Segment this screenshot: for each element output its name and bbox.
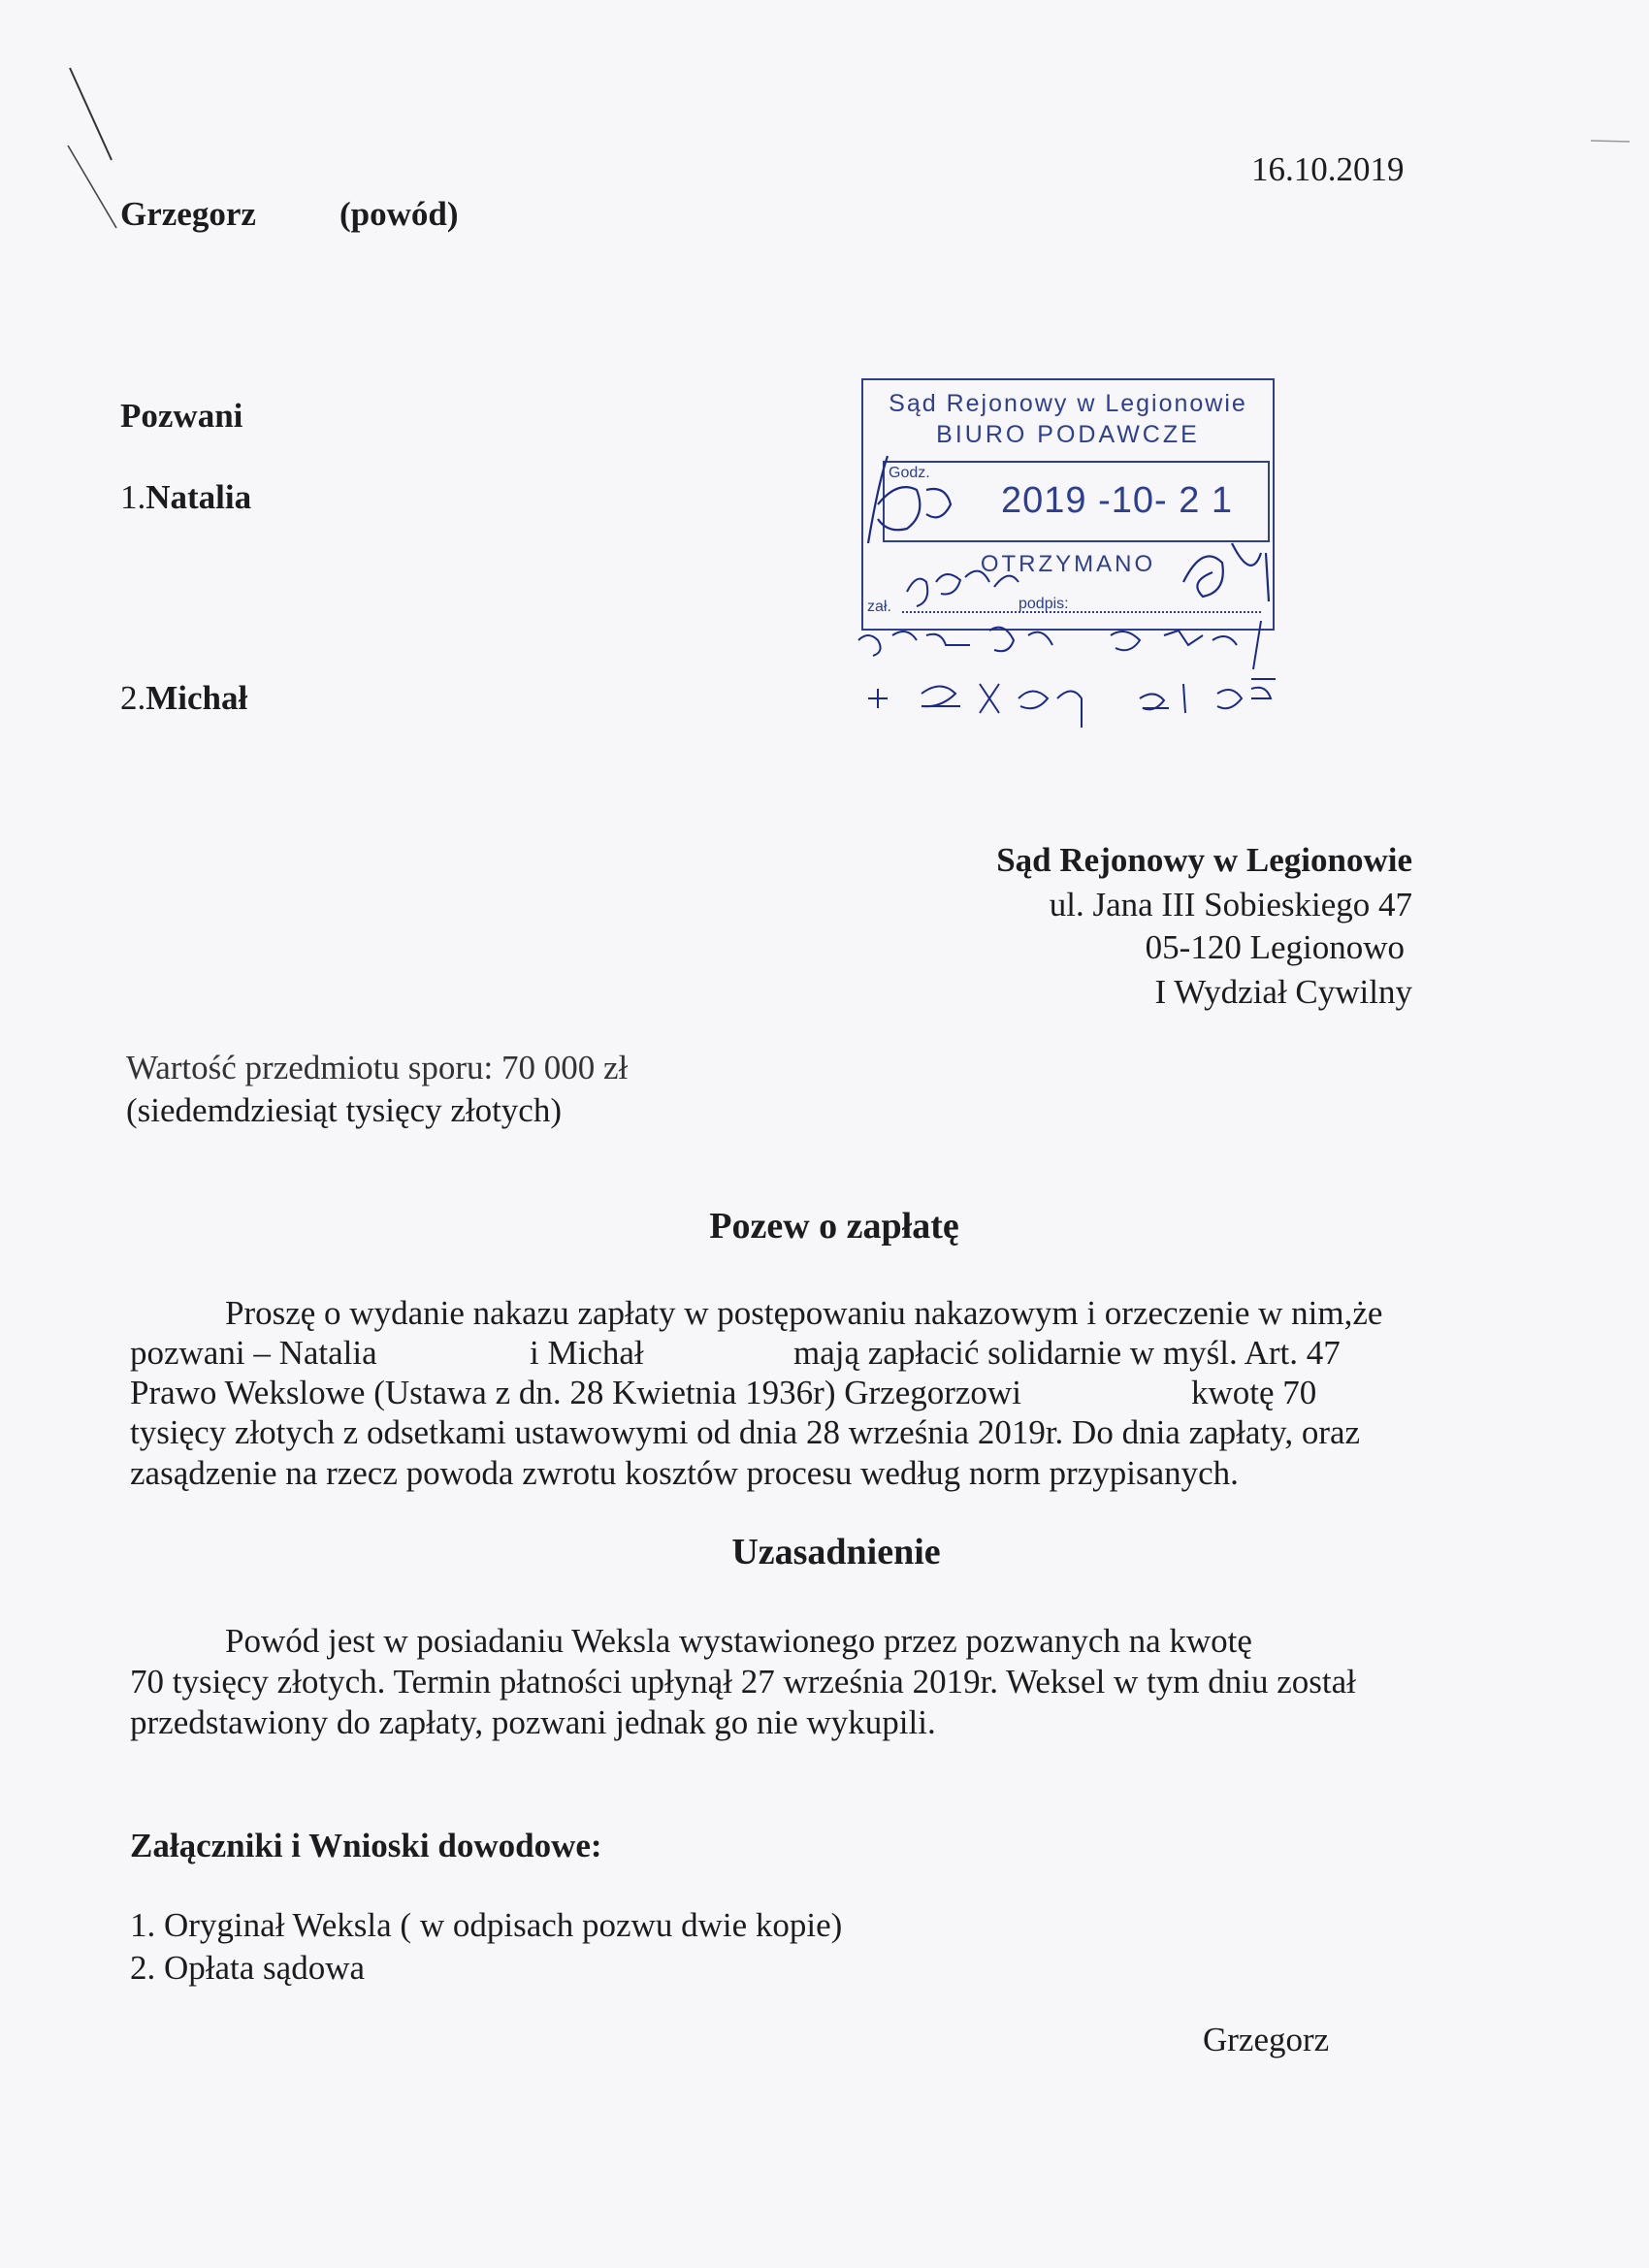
defendant-name: Natalia bbox=[146, 478, 252, 516]
claim-line-3b: kwotę 70 bbox=[1191, 1374, 1317, 1411]
defendants-heading: Pozwani bbox=[120, 397, 243, 435]
claim-line-2c: mają zapłacić solidarnie w myśl. Art. 47 bbox=[793, 1334, 1341, 1372]
plaintiff-name: Grzegorz bbox=[120, 195, 256, 233]
document-title: Pozew o zapłatę bbox=[709, 1206, 959, 1247]
attachment-item-2: 2. Opłata sądowa bbox=[130, 1949, 366, 1987]
claim-line-2b: i Michał bbox=[530, 1334, 644, 1372]
plaintiff-role: (powód) bbox=[340, 195, 459, 233]
attachments-heading: Załączniki i Wnioski dowodowe: bbox=[130, 1827, 602, 1864]
justification-line-3: przedstawiony do zapłaty, pozwani jednak go nie wykupili. bbox=[130, 1703, 936, 1741]
justification-line-1: Powód jest w posiadaniu Weksla wystawionego przez pozwanych na kwotę bbox=[225, 1622, 1252, 1660]
court-city: 05-120 Legionowo bbox=[1145, 928, 1405, 966]
claim-line-5: zasądzenie na rzecz powoda zwrotu kosztów procesu według norm przypisanych. bbox=[130, 1454, 1239, 1492]
dispute-value-words: (siedemdziesiąt tysięcy złotych) bbox=[126, 1091, 563, 1129]
claim-line-3a: Prawo Wekslowe (Ustawa z dn. 28 Kwietnia 1936r) Grzegorzowi bbox=[130, 1374, 1021, 1411]
defendant-number: 2. bbox=[120, 679, 146, 717]
court-division: I Wydział Cywilny bbox=[1154, 973, 1412, 1011]
claim-line-1: Proszę o wydanie nakazu zapłaty w postępowaniu nakazowym i orzeczenie w nim,że bbox=[225, 1294, 1383, 1332]
signature: Grzegorz bbox=[1203, 2021, 1330, 2058]
stamp-godz-label: Godz. bbox=[889, 465, 930, 481]
defendant-number: 1. bbox=[120, 478, 146, 516]
attachment-item-1: 1. Oryginał Weksla ( w odpisach pozwu dwie kopie) bbox=[130, 1906, 843, 1944]
claim-line-4: tysięcy złotych z odsetkami ustawowymi od dnia 28 września 2019r. Do dnia zapłaty, oraz bbox=[130, 1413, 1361, 1451]
stamp-court: Sąd Rejonowy w Legionowie bbox=[889, 390, 1247, 417]
stamp-received: OTRZYMANO bbox=[980, 551, 1156, 577]
stamp-podpis-label: podpis: bbox=[1018, 596, 1069, 612]
court-name: Sąd Rejonowy w Legionowie bbox=[996, 841, 1412, 879]
stamp-zal-label: zał. bbox=[867, 599, 891, 615]
stamp-date: 2019 -10- 2 1 bbox=[1001, 480, 1234, 521]
document-date: 16.10.2019 bbox=[1251, 150, 1405, 188]
court-street: ul. Jana III Sobieskiego 47 bbox=[1049, 886, 1412, 923]
stamp-office: BIURO PODAWCZE bbox=[936, 421, 1200, 448]
claim-line-2a: pozwani – Natalia bbox=[130, 1334, 377, 1372]
dispute-value: Wartość przedmiotu sporu: 70 000 zł bbox=[126, 1049, 629, 1086]
justification-line-2: 70 tysięcy złotych. Termin płatności upłynął 27 września 2019r. Weksel w tym dniu został bbox=[130, 1663, 1356, 1701]
defendant-name: Michał bbox=[146, 679, 248, 717]
justification-heading: Uzasadnienie bbox=[731, 1532, 941, 1572]
